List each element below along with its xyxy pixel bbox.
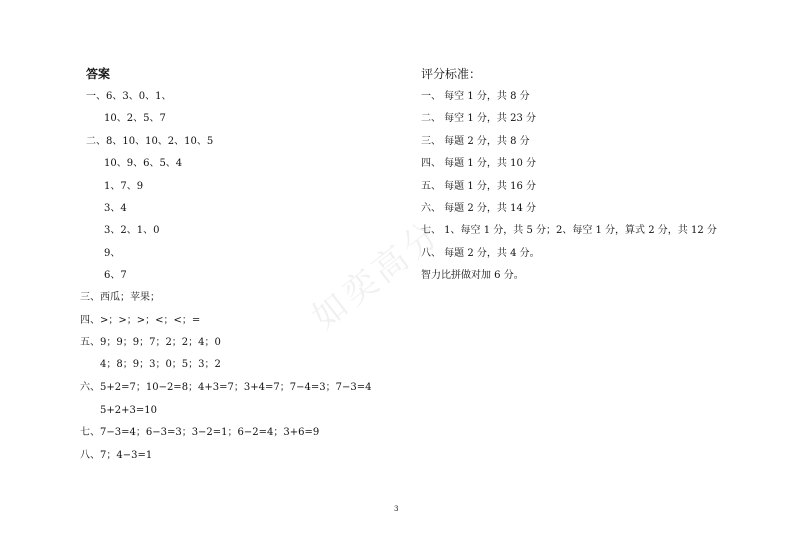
- watermark: 如奕高分: [304, 212, 450, 338]
- answer-line: 3、4: [104, 203, 127, 214]
- answer-line: 六、5+2=7；10−2=8；4+3=7；3+4=7；7−4=3；7−3=4: [80, 382, 372, 393]
- scoring-line: 一、 每空 1 分，共 8 分: [421, 91, 530, 102]
- answer-line: 三、西瓜；苹果；: [80, 292, 160, 303]
- scoring-line: 五、 每题 1 分，共 16 分: [421, 181, 536, 192]
- scoring-line: 二、 每空 1 分，共 23 分: [421, 113, 536, 124]
- answer-line: 五、9；9；9；7；2；2；4；0: [80, 337, 221, 348]
- scoring-line: 七、 1、每空 1 分，共 5 分；2、每空 1 分，算式 2 分，共 12 分: [421, 225, 717, 236]
- answer-line: 八、7；4−3=1: [80, 450, 153, 461]
- answer-line: 1、7、9: [104, 181, 144, 192]
- answer-line: 6、7: [104, 270, 127, 281]
- answer-line: 10、2、5、7: [104, 113, 166, 124]
- page-number: 3: [394, 505, 399, 513]
- answer-line: 七、7−3=4；6−3=3；3−2=1；6−2=4；3+6=9: [80, 427, 320, 438]
- scoring-line: 四、 每题 1 分，共 10 分: [421, 158, 536, 169]
- scoring-title: 评分标准：: [421, 67, 482, 81]
- scoring-line: 智力比拼做对加 6 分。: [421, 270, 524, 281]
- answer-line: 4；8；9；3；0；5；3；2: [100, 359, 221, 370]
- scoring-line: 八、 每题 2 分，共 4 分。: [421, 248, 540, 259]
- scoring-line: 六、 每题 2 分，共 14 分: [421, 203, 536, 214]
- answer-line: 四、>；>；>；<；<；=: [80, 315, 201, 326]
- answer-line: 9、: [104, 248, 121, 259]
- answer-line: 3、2、1、0: [104, 225, 160, 236]
- answer-line: 二、8、10、10、2、10、5: [86, 136, 214, 147]
- answer-line: 10、9、6、5、4: [104, 158, 183, 169]
- answer-line: 5+2+3=10: [100, 405, 157, 416]
- answers-title: 答案: [86, 67, 111, 81]
- answer-line: 一、6、3、0、1、: [86, 91, 172, 102]
- scoring-line: 三、 每题 2 分，共 8 分: [421, 136, 530, 147]
